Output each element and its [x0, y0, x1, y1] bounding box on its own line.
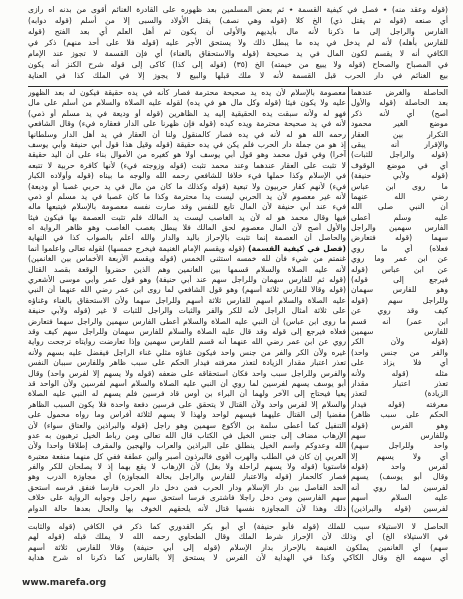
main-text-line: عليه ولا يكون فيئا (قوله وكل مال هو في يده) لقوله عليه الصلاة والسلام من أسلم على مال: [28, 98, 346, 108]
right-margin-line: وللفارس سهم: [351, 430, 448, 440]
main-text-before-section: [28, 88, 346, 244]
top-margin-line: للفارس بأهله) لأنه لم يدخل في يده ما يبطل ذلك ولا يستحق الأجر عليه (قوله فلا على أحد منهم) ذكر في: [28, 38, 448, 47]
main-text-line: التنفيل كما أعطى سلمة بن الأكوع سهمين وهو راجل (قوله والبراذين والعتاق سواء) لأن: [28, 420, 346, 430]
main-text-line: معصومة بالإسلام لأن يده يد صحيحة محترمة فصار كأنه في يده حقيقة فيكون له بعد الظهور: [28, 88, 346, 97]
right-margin-line: (قوله ولأبي حنيفة): [351, 171, 448, 181]
main-text-column: [28, 88, 346, 514]
right-margin-line: سهما (قوله فتعارض: [351, 233, 448, 243]
right-margin-line: والإقرار أنه يبقى: [351, 139, 448, 149]
main-text-line: سهم الفارسين ومن دخل راجلا فاشترى فرسا استحق سهم راجل وجوابه الرواية على خلاف: [28, 493, 346, 503]
bottom-margin-commentary: [28, 522, 448, 564]
main-text-line: ما روى ابن عباس) أن النبي عليه الصلاة والسلام أعطى الفارس سهمين والراجل سهما فتعارض: [28, 316, 346, 326]
top-margin-line: (قوله وعقد منه) ٭ فصل في كيفية القسمة ٭ ثم بعض المسلمين بعد ظهوره على القادرة الغنائم أقوى من بدنه اه رازى: [28, 5, 448, 14]
main-text-line: رحمه الله هو له لأنه في يده فصار كالمنقول ولنا أن العقار في يد أهل الدار وسلطانها: [28, 129, 346, 139]
main-text-line: فيء عند أبي حنيفة لأن المال تابع للنفس وقد صارت نفسه معصومة بالإسلام فيتبعها ماله: [28, 202, 346, 212]
page-text-frame: [28, 86, 448, 518]
right-margin-line: ابن عمر) أنه قسم: [351, 316, 448, 326]
main-text-line: (قوله ثم للفارس سهمان وللراجل سهم عند أبي حنيفة) وهو قول عمر وأبي موسى الأشعري: [28, 275, 346, 285]
main-text-line: غيره ولأن الكر والفر من جنس واحد فيكون غناؤه مثلي غناء الراجل فيفضل عليه بسهم ولأنه: [28, 347, 346, 357]
right-margin-line: لفرسين (قوله والبراذين): [351, 503, 448, 513]
main-text-line: ذلك وهذا لأن المجاوزة نفسها قتال لأنه يلحقهم الخوف بها والحال بعدها حالة الدوام: [28, 503, 346, 513]
right-margin-line: والفر من جنس واحد): [351, 347, 448, 357]
section-heading: (فصل في كيفية القسمة): [248, 243, 346, 253]
main-text-line: أبو يوسف يسهم لفرسين لما روي أن النبي عليه الصلاة والسلام أسهم لفرسين ولأن الواحد قد: [28, 378, 346, 388]
site-watermark: www.marefa.org: [22, 578, 107, 588]
right-margin-line: أي فلا يزاد على: [351, 358, 448, 368]
right-margin-column: [351, 88, 448, 514]
main-text-line: والأول أصح لأن المال معصوم لحق المالك فلا يبطل بغصب الغاصب وهو ظاهر الرواية اه: [28, 223, 346, 233]
main-text-line: في الإسلام وكذا حملها فيء خلافا للشافعي رحمه الله والوجه ما بيناه (قوله وأولاده الكبار: [28, 171, 346, 181]
main-text-line: فعلاه فيرجع إلى قوله وقد قال عليه الصلاة والسلام للفارس سهمان وللراجل سهم كيف وقد: [28, 326, 346, 336]
right-margin-line: واحد وللراجل سهم): [351, 441, 448, 451]
main-text-line: والسلام إلا لفرس واحد ولأن القتال لا يتحقق على فرسين دفعة واحدة فلا يكون السبب الظاهر: [28, 399, 346, 409]
main-text-line: الإرهاب مضاف إلى جنس الخيل في الكتاب قال الله تعالى ومن رباط الخيل ترهبون به عدو: [28, 430, 346, 440]
right-margin-line: للفارس سهمين: [351, 326, 448, 336]
right-margin-line: أصح) أي لأنه ذكر: [351, 108, 448, 118]
right-margin-line: عليه السلام أسهم: [351, 493, 448, 503]
main-text-line: الله وعدوكم واسم الخيل ينطلق على البراذين والعراب والهجين والمقرف إطلاقا واحدا ولأن: [28, 441, 346, 451]
main-text-line: فهو له ولأنه سبقت يده الحقيقية إليه يد الظاهرين (قوله أو وديعة في يد مسلم أو ذمي): [28, 108, 346, 118]
right-margin-line: عن ابن عباس (قوله: [351, 264, 448, 274]
right-margin-line: وقال أبو يوسف) يسهم: [351, 472, 448, 482]
top-margin-line: في المصباح والصحاح (قوله ولا يبيع من خيمته) الخ (٣٥) (قوله إلى كذا) كاكى إلى قوله شرح الكنز أنه يكون: [28, 60, 448, 69]
right-margin-line: لفرس واحد (قوله: [351, 462, 448, 472]
right-margin-line: فعلاه) أي ما روي: [351, 243, 448, 253]
main-text-line: فاستويا (قوله ولا يسهم لراحلة ولا بغل) لأن الإرهاب لا يقع بهما إذ لا يصلحان للكر والفر: [28, 462, 346, 472]
section-heading-line: [28, 244, 346, 254]
main-text-line: روي عن ابن عمر رضي الله عنهما أنه قسم للفارس سهمين وإذا تعارضت روايتاه ترجحت رواية: [28, 337, 346, 347]
right-margin-line: ما روى ابن عباس: [351, 181, 448, 191]
right-margin-line: لفرسين لما روي أنه: [351, 482, 448, 492]
right-margin-line: (قوله والراجل للثبات): [351, 150, 448, 160]
right-margin-line: الحكم على سبب ظاهر): [351, 410, 448, 420]
main-text-line: فيء) لأنهم كفار حربيون ولا تبعية (قوله وكذلك ما كان من مال في يد حربي غصبا أو وديعة): [28, 181, 346, 191]
right-margin-line: مثله (قوله ولأنه: [351, 368, 448, 378]
bottom-margin-line: الحاصل لا الاستيلاء سبب للملك (قوله فأبو حنيفة) أي أبو بكر القدوري كما ذكر في الكافي (قوله والثابت: [28, 522, 448, 531]
main-text-line: لأنه غير معصوم لأن يد الحربي ليست يدا محترمة وكذا ما كان غصبا في يد مسلم أو ذمي: [28, 191, 346, 201]
main-text-line: لأنه عليه الصلاة والسلام قسمها بين الغانمين وهم الذين حضروا الوقعة بقصد القتال: [28, 264, 346, 274]
bottom-margin-line: سهم) أي الغانمين يملكون الغنيمة بالإحراز بدار الإسلام (قوله إلى أبي حنيفة) وقالا للفارس ثلاثة أسهم: [28, 542, 448, 552]
right-margin-line: أن النبي صلى الله: [351, 202, 448, 212]
main-text-line: يعيا فيحتاج إلى الآخر ولهما أن البراء بن أوس قاد فرسين فلم يسهم له النبي عليه الصلاة: [28, 389, 346, 399]
main-text-after-section: [28, 254, 346, 514]
right-margin-line: موضع الغير محمود: [351, 119, 448, 129]
right-margin-line: معرفته (قوله فيدار: [351, 399, 448, 409]
right-margin-line: كيف وقد روي عن: [351, 306, 448, 316]
right-margin-line: تعذر اعتبار مقدار: [351, 378, 448, 388]
top-margin-line: الفارس والراجل إلى ما ذكرنا لأنه مال بأيديهم والأولى أن يكون ثم أهل العلم أي بعد الفتح (قوله: [28, 27, 448, 36]
main-text-line: فيها وقال محمد هو له لأن يد الغاصب ليست يد المالك فلم تثبت العصمة بها فيكون فيئا: [28, 212, 346, 222]
right-margin-line: وهو الفرس (قوله: [351, 420, 448, 430]
bottom-margin-line: أي سهمه الخ وقال الكاكي وكذا في الهداية لأن الفرس لا يستحق إلا بالفارس كما ذكرنا اه شرح هداية: [28, 553, 448, 563]
main-text-line: والحاصل أن العصمة إنما تثبت بالإحراز باليد والدار والله أعلم بالصواب كذا في النهاية: [28, 233, 346, 243]
right-margin-line: بعد الحاصلة (قوله والأول: [351, 98, 448, 108]
main-text-line: على ثلاثة أمثال الراجل لأنه للكر والفر والثبات والراجل للثبات لا غير (قوله ولأبي حنيفة: [28, 306, 346, 316]
right-margin-line: وللراجل سهم (قوله: [351, 295, 448, 305]
main-text-line: مفضيا إلى القتال عليهما فيسهم لواحد ولهذا لا يسهم لثلاثة أفراس وما رواه محمول على: [28, 410, 346, 420]
column-divider: [348, 87, 349, 517]
main-text-line: والفرس وللراجل سبب واحد فكان استحقاقه على ضعفه (قوله ولا يسهم إلا لفرس واحد) وقال: [28, 368, 346, 378]
right-margin-line: الزيادة) لتعذر: [351, 389, 448, 399]
main-text-line: لا تثبت على العقار عندهما وعند محمد تثبت (قوله وزوجته فيء) لأنها كافرة حربية لا تتبعه: [28, 160, 346, 170]
top-margin-line: أي صنعه (قوله ثم يقتل ذي) الخ كلا (قوله وهي نصف) يقتل الأولاد والسبى إلا من أسلم (قوله دوابه): [28, 16, 448, 25]
main-text-line: العربي إن كان في الطلب والهرب أقوى فالبرذون أصبر وألين عطفة ففي كل منهما منفعة معتبرة: [28, 451, 346, 461]
right-margin-line: أي في موضع الوقوف: [351, 160, 448, 170]
main-text-line: لأنه في يد صحيحة محترمة ويده كيده (قوله فإن ظهرنا على الدار فعقاره فيء) وقال الشافعي: [28, 119, 346, 129]
top-margin-commentary: [28, 4, 448, 81]
main-text-line: آخرا) وفي قول محمد وهو قول أبي يوسف أولا هو كغيره من الأموال بناء على أن اليد حقيقة: [28, 150, 346, 160]
right-margin-line: عليه وسلم أعطى: [351, 212, 448, 222]
main-text-line: الحد الفاصل بين دار الإسلام ودار الحرب فمن دخل دار الحرب فارسا فنفق فرسه استحق: [28, 482, 346, 492]
main-text-line: (قوله وقالا للفارس ثلاثة أسهم) وهو قول الشافعي لما روى ابن عمر رضي الله عنهما أن النبي: [28, 285, 346, 295]
main-text-line: تعذر اعتبار مقدار الزيادة لتعذر معرفته فيدار الحكم على سبب ظاهر وللفارس سببان النفس: [28, 358, 346, 368]
main-text-line: إذ هو من جملة دار الحرب فلم يكن في يده حقيقة (قوله وقيل هذا قول أبي حنيفة وأبي يوسف: [28, 139, 346, 149]
main-text-line: فصار كالحمار (قوله والاعتبار للفارس والراجل بحالة المجاوزة) أي مجاوزة الدرب وهو: [28, 472, 346, 482]
main-text-line: عليه الصلاة والسلام أسهم للفارس ثلاثة أسهم وللراجل سهما ولأن الاستحقاق بالغناء وغناؤه: [28, 295, 346, 305]
right-margin-line: الفارس سهمين والراجل: [351, 223, 448, 233]
right-margin-line: عن ابن عمر وما روي: [351, 254, 448, 264]
right-margin-line: أي ولا يسهم إلا: [351, 451, 448, 461]
right-margin-line: الحاصلة والغرض عندهما: [351, 88, 448, 97]
right-margin-line: التكرار بين العقار: [351, 129, 448, 139]
top-margin-line: بيع الغنائم في دار الحرب قبل القسمة لأنه لا ملك قبلها والبيع لا يجوز إلا في الملك كذا في العناية: [28, 71, 448, 80]
bottom-margin-line: في الاستيلاء الخ) أي وذلك لأن الإحراز شرط الملك وقال الطحاوي رحمه الله لا يملك قبله (قوله لهم: [28, 532, 448, 542]
section-heading-line-text: (قوله ويقسم الإمام الغنيمة فيخرج خمسها) لقوله تعالى واعلموا أنما: [28, 243, 245, 253]
right-margin-line: (قوله ولأن الكر: [351, 337, 448, 347]
right-margin-line: وهو للفارس سهمان: [351, 285, 448, 295]
right-margin-line: رضي الله عنهما: [351, 191, 448, 201]
main-text-line: غنمتم من شيء فأن لله خمسه استثنى الخمس (قوله ويقسم الأربعة الأخماس بين الغانمين): [28, 254, 346, 264]
right-margin-line: فيرجع إلى قوله): [351, 275, 448, 285]
top-margin-line: الكافي أنه لا يقسم لكون المال في يد صحيحة (قوله والاستحقاق بالغناء) أي فإن القسمة لا تجوز عند الإمام: [28, 49, 448, 58]
